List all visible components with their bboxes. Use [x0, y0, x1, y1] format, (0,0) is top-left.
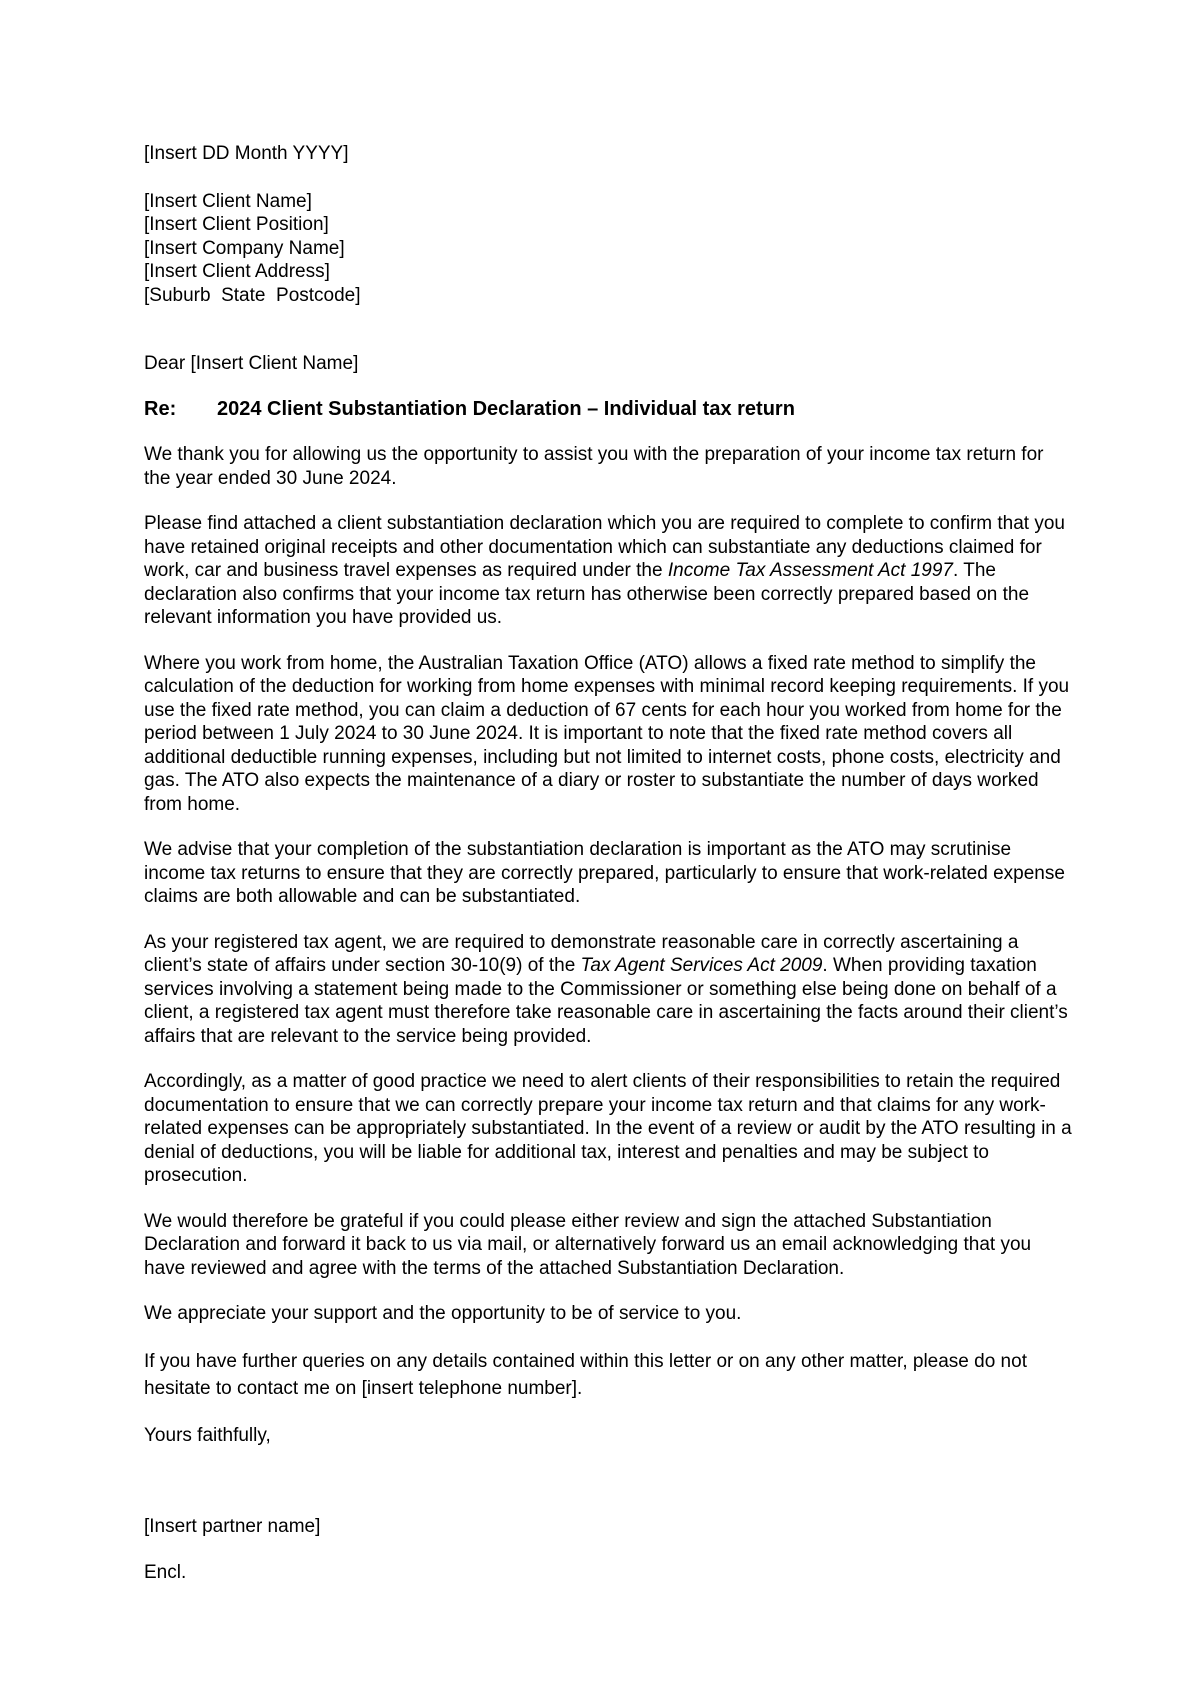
subject-text: 2024 Client Substantiation Declaration – Individual tax return	[217, 397, 795, 420]
salutation: Dear [Insert Client Name]	[144, 353, 359, 374]
act-title-tasa: Tax Agent Services Act 2009	[580, 955, 823, 976]
address-line-client-name: [Insert Client Name]	[144, 190, 312, 212]
paragraph-contact: If you have further queries on any details contained within this letter or on any other matter, please do not hesitate to contact me on [insert telephone number].	[144, 1350, 1027, 1399]
recipient-address	[144, 190, 1074, 308]
paragraph-reasonable-care-text-b: . When providing taxation services involving a statement being made to the Commissioner or something else being done on behalf of a client, a registered tax agent must therefore take reasonable care in ascertaining the facts around their client’s affairs that are relevant to the service being provided.	[144, 955, 1068, 1047]
enclosure-note: Encl.	[144, 1561, 187, 1583]
act-title-itaa: Income Tax Assessment Act 1997	[667, 560, 953, 581]
paragraph-responsibilities: Accordingly, as a matter of good practice we need to alert clients of their responsibilities to retain the required documentation to ensure that we can correctly prepare your income tax return and that claims for any work-related expenses can be appropriately substantiated. In the event of a review or audit by the ATO resulting in a denial of deductions, you will be liable for additional tax, interest and penalties and may be subject to prosecution.	[144, 1071, 1072, 1186]
address-line-suburb-state-postcode: [Suburb State Postcode]	[144, 284, 361, 306]
signatory-name: [Insert partner name]	[144, 1516, 321, 1537]
subject-label: Re:	[144, 397, 177, 420]
paragraph-work-from-home: Where you work from home, the Australian Taxation Office (ATO) allows a fixed rate method to simplify the calculation of the deduction for working from home expenses with minimal record keeping requirements. If you use the fixed rate method, you can claim a deduction of 67 cents for each hour you worked from home for the period between 1 July 2024 to 30 June 2024. It is important to note that the fixed rate method covers all additional deductible running expenses, including but not limited to internet costs, phone costs, electricity and gas. The ATO also expects the maintenance of a diary or roster to substantiate the number of days worked from home.	[144, 652, 1070, 815]
address-line-client-address: [Insert Client Address]	[144, 261, 330, 282]
paragraph-intro: We thank you for allowing us the opportunity to assist you with the preparation of your income tax return for the year ended 30 June 2024.	[144, 444, 1044, 489]
paragraph-declaration	[144, 512, 1074, 630]
paragraph-ato-scrutiny: We advise that your completion of the substantiation declaration is important as the ATO may scrutinise income tax returns to ensure that they are correctly prepared, particularly to ensure that work-related expense claims are both allowable and can be substantiated.	[144, 839, 1065, 907]
address-line-client-position: [Insert Client Position]	[144, 214, 329, 235]
letter-date: [Insert DD Month YYYY]	[144, 143, 349, 164]
address-line-company-name: [Insert Company Name]	[144, 237, 345, 259]
closing: Yours faithfully,	[144, 1424, 271, 1446]
paragraph-declaration-text-b: . The declaration also confirms that your income tax return has otherwise been correctly prepared based on the relevant information you have provided us.	[144, 560, 1030, 628]
paragraph-declaration-text-a: Please find attached a client substantiation declaration which you are required to complete to confirm that you have retained original receipts and other documentation which can substantiate any deductions claimed for work, car and business travel expenses as required under the	[144, 513, 1065, 581]
paragraph-appreciation: We appreciate your support and the opportunity to be of service to you.	[144, 1303, 742, 1324]
letter-body	[144, 142, 1074, 1584]
paragraph-request-signature: We would therefore be grateful if you could please either review and sign the attached Substantiation Declaration and forward it back to us via mail, or alternatively forward us an email acknowledging that you have reviewed and agree with the terms of the attached Substantiation Declaration.	[144, 1210, 1032, 1279]
subject-line	[144, 398, 1074, 422]
paragraph-reasonable-care	[144, 931, 1074, 1049]
paragraph-reasonable-care-text-a: As your registered tax agent, we are required to demonstrate reasonable care in correctly ascertaining a client’s state of affairs under section 30-10(9) of the	[144, 931, 1019, 976]
